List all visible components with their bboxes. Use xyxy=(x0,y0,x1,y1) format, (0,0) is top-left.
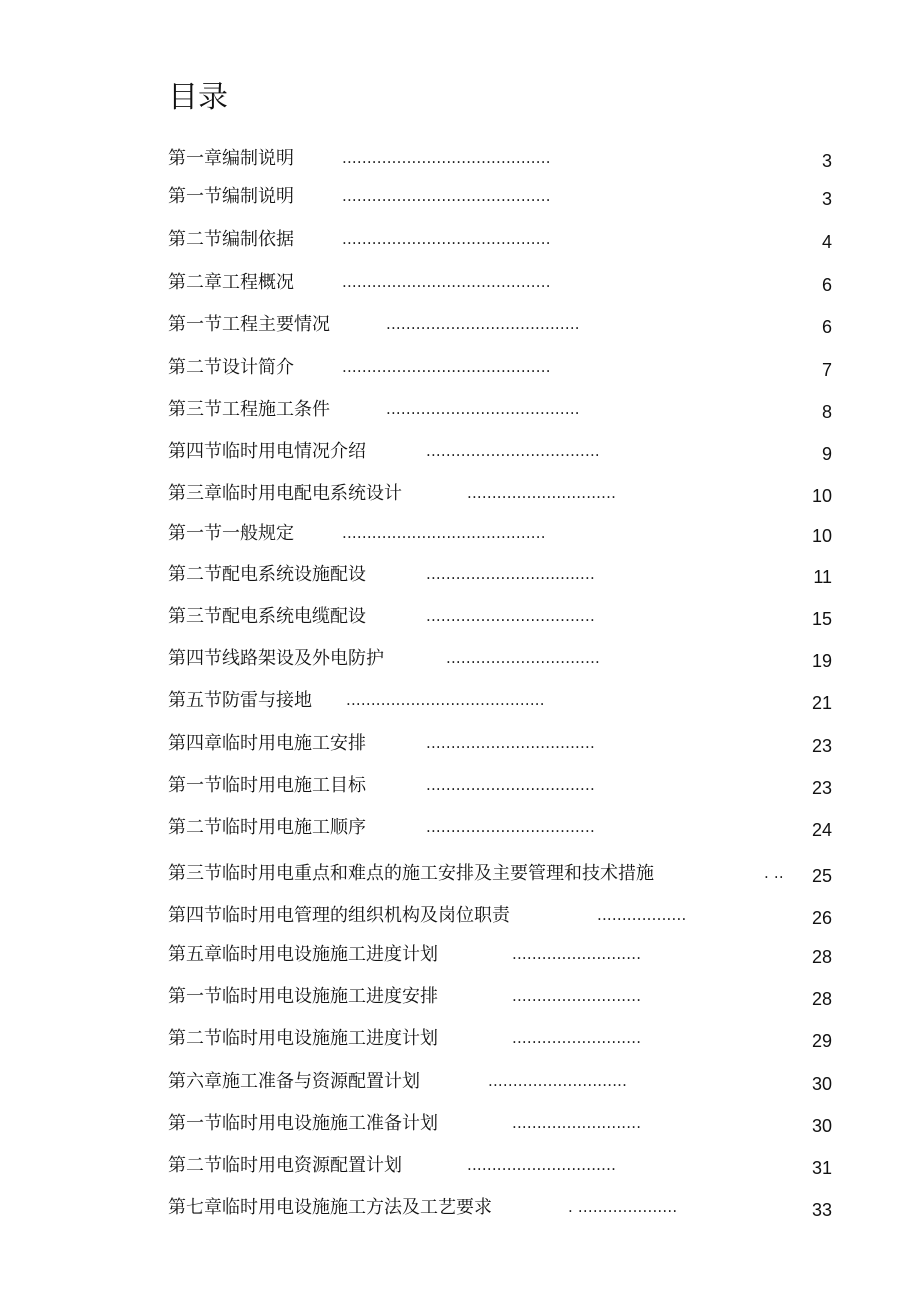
toc-entry[interactable] xyxy=(0,146,920,172)
toc-entry-page-number: 15 xyxy=(811,609,832,629)
toc-entry[interactable] xyxy=(0,984,920,1010)
toc-entry-label: 第二节临时用电施工顺序 xyxy=(168,817,366,838)
toc-entry[interactable] xyxy=(0,731,920,757)
toc-entry-page-number: 28 xyxy=(811,989,832,1009)
toc-entry[interactable] xyxy=(0,1153,920,1179)
toc-entry-page-number: 23 xyxy=(811,778,832,798)
toc-entry-page-number: 10 xyxy=(811,526,832,546)
toc-entry[interactable] xyxy=(0,481,920,507)
toc-entry-label: 第四节线路架设及外电防护 xyxy=(168,648,384,669)
toc-entry-label: 第二节设计简介 xyxy=(168,357,294,378)
toc-entry[interactable] xyxy=(0,942,920,968)
toc-entry-label: 第二节配电系统设施配设 xyxy=(168,564,366,585)
toc-entry-leader: .......................................... xyxy=(342,273,551,291)
toc-entry[interactable] xyxy=(0,355,920,381)
toc-entry[interactable] xyxy=(0,227,920,253)
toc-entry-label: 第二章工程概况 xyxy=(168,272,294,293)
toc-entry-page-number: 23 xyxy=(811,736,832,756)
toc-entry-label: 第一节临时用电设施施工进度安排 xyxy=(168,986,438,1007)
toc-entry[interactable] xyxy=(0,1195,920,1221)
toc-entry-leader: .............................. xyxy=(467,1156,617,1174)
toc-entry-label: 第四章临时用电施工安排 xyxy=(168,733,366,754)
toc-entry-page-number: 4 xyxy=(821,232,832,252)
toc-entry-page-number: 28 xyxy=(811,947,832,967)
toc-entry-leader: ........................................ xyxy=(346,691,545,709)
toc-entry[interactable] xyxy=(0,646,920,672)
toc-entry-leader: ....................................... xyxy=(386,315,580,333)
toc-entry-page-number: 24 xyxy=(811,820,832,840)
toc-entry-label: 第一节一般规定 xyxy=(168,523,294,544)
toc-entry[interactable] xyxy=(0,903,920,929)
toc-entry-leader: ............................ xyxy=(488,1072,628,1090)
toc-entry-leader: .................................. xyxy=(426,565,595,583)
toc-entry-page-number: 25 xyxy=(811,866,832,886)
toc-entry-label: 第三章临时用电配电系统设计 xyxy=(168,483,402,504)
toc-entry-leader: .................................. xyxy=(426,607,595,625)
toc-entry-label: 第二节编制依据 xyxy=(168,229,294,250)
toc-entry-label: 第二节临时用电资源配置计划 xyxy=(168,1155,402,1176)
toc-entry-label: 第五章临时用电设施施工进度计划 xyxy=(168,944,438,965)
toc-entry[interactable] xyxy=(0,439,920,465)
toc-entry-leader: .............................. xyxy=(467,484,617,502)
toc-entry[interactable] xyxy=(0,773,920,799)
toc-entry-page-number: 21 xyxy=(811,693,832,713)
toc-entry-page-number: 31 xyxy=(811,1158,832,1178)
toc-entry-leader: .................................. xyxy=(426,776,595,794)
toc-entry-label: 第一节临时用电施工目标 xyxy=(168,775,366,796)
toc-entry[interactable] xyxy=(0,604,920,630)
toc-entry[interactable] xyxy=(0,397,920,423)
toc-entry-label: 第四节临时用电管理的组织机构及岗位职责 xyxy=(168,905,510,926)
toc-entry-page-number: 3 xyxy=(821,189,832,209)
toc-entry-leader: .......................... xyxy=(512,1114,642,1132)
toc-entry-leader: ............................... xyxy=(446,649,601,667)
toc-entry-page-number: 8 xyxy=(821,402,832,422)
toc-entry-leader: . .................... xyxy=(568,1198,678,1216)
toc-entry-page-number: 6 xyxy=(821,275,832,295)
toc-entry-label: 第七章临时用电设施施工方法及工艺要求 xyxy=(168,1197,492,1218)
toc-entry-label: 第五节防雷与接地 xyxy=(168,690,312,711)
toc-title: 目录 xyxy=(168,80,228,115)
toc-entry-leader: .......................................... xyxy=(342,358,551,376)
toc-entry-label: 第一章编制说明 xyxy=(168,148,294,169)
toc-entry-leader: .......................................... xyxy=(342,187,551,205)
toc-entry-label: 第三节临时用电重点和难点的施工安排及主要管理和技术措施 xyxy=(168,863,654,884)
toc-entry-page-number: 30 xyxy=(811,1116,832,1136)
toc-entry-leader: .......................... xyxy=(512,945,642,963)
toc-entry-label: 第二节临时用电设施施工进度计划 xyxy=(168,1028,438,1049)
toc-entry-leader: .......................................... xyxy=(342,230,551,248)
toc-entry-leader: .......................................... xyxy=(342,149,551,167)
toc-entry[interactable] xyxy=(0,815,920,841)
toc-entry-leader: . .. xyxy=(764,864,784,882)
toc-entry-leader: ................................... xyxy=(426,442,600,460)
toc-entry-label: 第六章施工准备与资源配置计划 xyxy=(168,1071,420,1092)
toc-entry-page-number: 19 xyxy=(811,651,832,671)
toc-entry-leader: ......................................... xyxy=(342,524,546,542)
toc-entry-page-number: 26 xyxy=(811,908,832,928)
toc-entry-label: 第一节临时用电设施施工准备计划 xyxy=(168,1113,438,1134)
toc-entry-leader: .......................... xyxy=(512,1029,642,1047)
toc-entry-leader: ....................................... xyxy=(386,400,580,418)
toc-entry-leader: .................................. xyxy=(426,734,595,752)
toc-entry-page-number: 11 xyxy=(813,567,832,587)
toc-entry-label: 第一节编制说明 xyxy=(168,186,294,207)
toc-entry-page-number: 30 xyxy=(811,1074,832,1094)
toc-entry[interactable] xyxy=(0,861,920,887)
toc-entry[interactable] xyxy=(0,184,920,210)
toc-entry[interactable] xyxy=(0,312,920,338)
toc-entry[interactable] xyxy=(0,1111,920,1137)
toc-entry-page-number: 29 xyxy=(811,1031,832,1051)
toc-entry-label: 第三节工程施工条件 xyxy=(168,399,330,420)
toc-entry-page-number: 7 xyxy=(821,360,832,380)
toc-entry[interactable] xyxy=(0,270,920,296)
toc-entry-label: 第一节工程主要情况 xyxy=(168,314,330,335)
toc-entry[interactable] xyxy=(0,1026,920,1052)
toc-entry-page-number: 6 xyxy=(821,317,832,337)
toc-entry-leader: .................. xyxy=(597,906,687,924)
toc-entry[interactable] xyxy=(0,1069,920,1095)
toc-entry[interactable] xyxy=(0,688,920,714)
toc-entry-label: 第四节临时用电情况介绍 xyxy=(168,441,366,462)
toc-entry[interactable] xyxy=(0,562,920,588)
toc-entry-page-number: 10 xyxy=(811,486,832,506)
toc-entry-page-number: 3 xyxy=(821,151,832,171)
toc-entry-leader: .................................. xyxy=(426,818,595,836)
toc-entry-label: 第三节配电系统电缆配设 xyxy=(168,606,366,627)
toc-entry-leader: .......................... xyxy=(512,987,642,1005)
toc-entry-page-number: 9 xyxy=(821,444,832,464)
toc-entry-page-number: 33 xyxy=(811,1200,832,1220)
toc-entry[interactable] xyxy=(0,521,920,547)
